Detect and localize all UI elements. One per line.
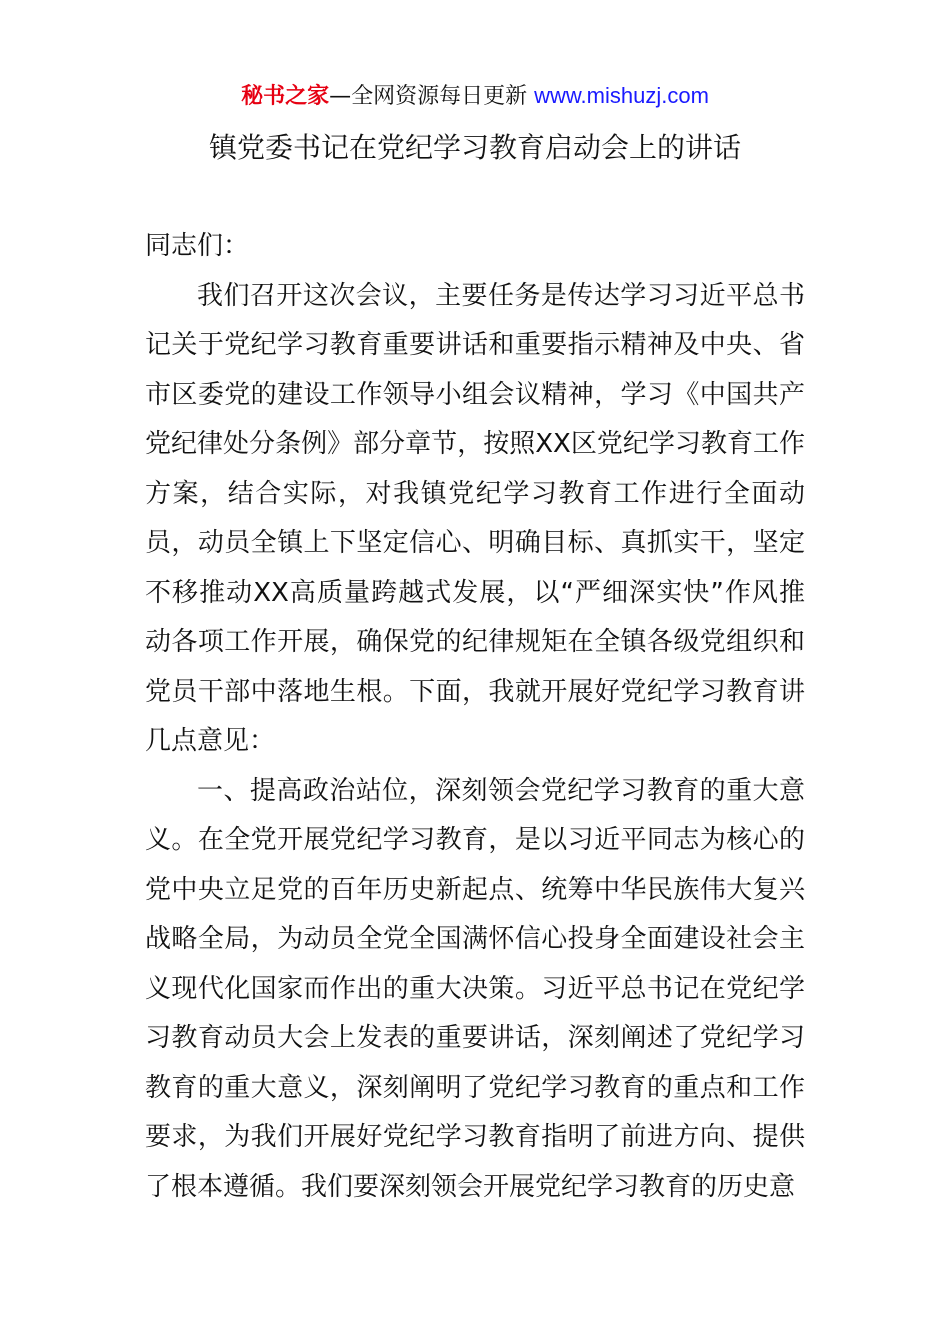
paragraph-section-one: 一、提高政治站位，深刻领会党纪学习教育的重大意义。在全党开展党纪学习教育，是以习近平同志为核心的党中央立足党的百年历史新起点、统筹中华民族伟大复兴战略全局，为动员全党全国满怀信心投身全面建设社会主义现代化国家而作出的重大决策。习近平总书记在党纪学习教育动员大会上发表的重要讲话，深刻阐述了党纪学习教育的重大意义，深刻阐明了党纪学习教育的重点和工作要求，为我们开展好党纪学习教育指明了前进方向、提供了根本遵循。我们要深刻领会开展党纪学习教育的历史意 [145,775,805,1202]
greeting: 同志们： [145,231,250,261]
site-header [0,80,950,113]
document-body [145,222,805,1212]
document-title: 镇党委书记在党纪学习教育启动会上的讲话 [208,131,741,164]
site-brand: 秘书之家 [241,84,330,109]
paragraph-intro: 我们召开这次会议，主要任务是传达学习习近平总书记关于党纪学习教育重要讲话和重要指示精神及中央、省市区委党的建设工作领导小组会议精神，学习《中国共产党纪律处分条例》部分章节，按照XX区党纪学习教育工作方案，结合实际，对我镇党纪学习教育工作进行全面动员，动员全镇上下坚定信心、明确目标、真抓实干，坚定不移推动XX高质量跨越式发展，以“严细深实快”作风推动各项工作开展，确保党的纪律规矩在全镇各级党组织和党员干部中落地生根。下面，我就开展好党纪学习教育讲几点意见： [145,280,805,756]
site-tagline: —全网资源每日更新 [329,84,528,109]
site-url-link[interactable]: www.mishuzj.com [534,83,709,108]
